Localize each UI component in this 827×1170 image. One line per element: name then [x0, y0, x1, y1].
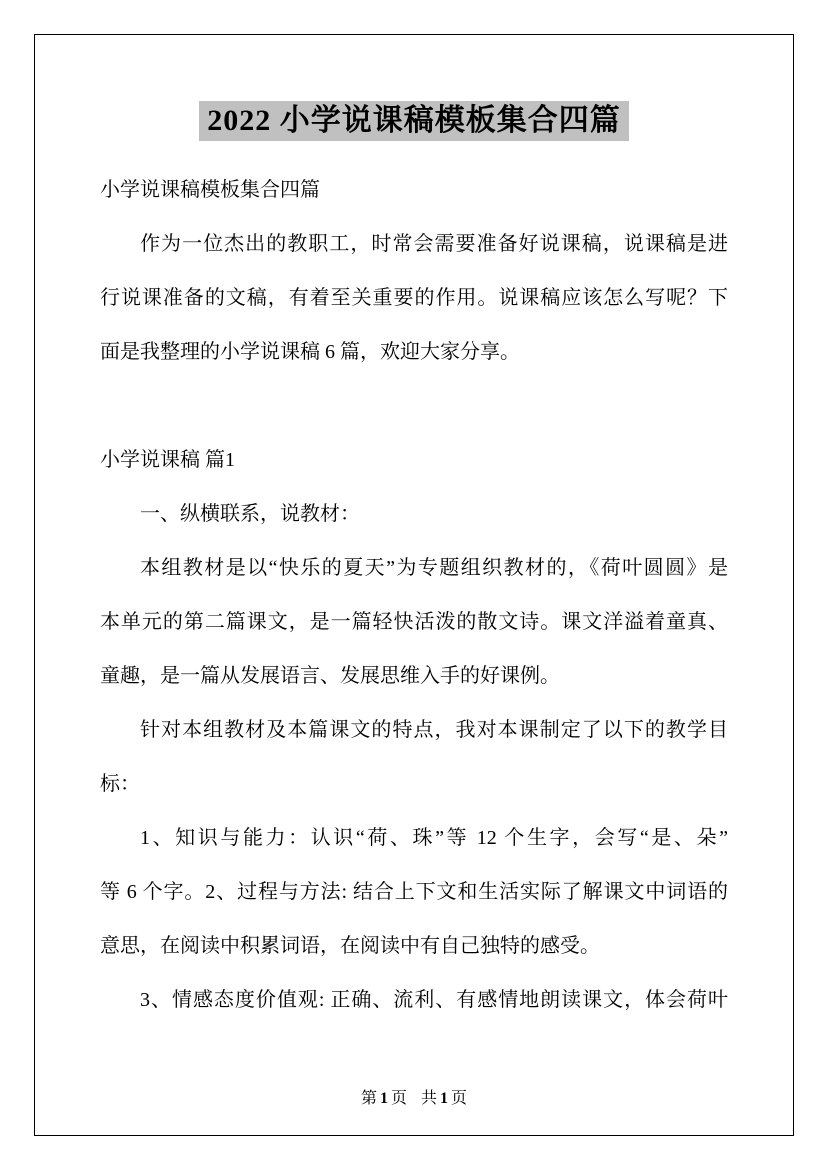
section-subheading: 一、纵横联系，说教材： [140, 503, 360, 525]
document-title: 2022 小学说课稿模板集合四篇 [199, 101, 629, 141]
doc-line: 3、情感态度价值观: 正确、流利、有感情地朗读课文，体会荷叶 [140, 989, 728, 1011]
doc-line: 等 6 个字。2、过程与方法: 结合上下文和生活实际了解课文中词语的 [100, 881, 728, 903]
document-body [100, 163, 728, 1027]
total-pages-label: 共 [421, 1090, 438, 1107]
doc-line: 本组教材是以“快乐的夏天”为专题组织教材的，《荷叶圆圆》是 [140, 557, 728, 579]
section-heading: 小学说课稿 篇1 [100, 449, 235, 471]
doc-line: 作为一位杰出的教职工，时常会需要准备好说课稿，说课稿是进 [140, 233, 728, 255]
doc-line: 行说课准备的文稿，有着至关重要的作用。说课稿应该怎么写呢？下 [100, 287, 728, 309]
page-number-unit: 页 [390, 1090, 407, 1107]
subtitle-line: 小学说课稿模板集合四篇 [100, 179, 320, 201]
blank-line [100, 379, 728, 433]
doc-line: 面是我整理的小学说课稿 6 篇，欢迎大家分享。 [100, 341, 520, 363]
page-number: 1 [379, 1090, 388, 1107]
doc-line: 标： [100, 773, 140, 795]
title-row [35, 101, 793, 141]
doc-line: 1、知识与能力：认识“荷、珠”等 12 个生字，会写“是、朵” [140, 827, 728, 849]
document-page [34, 34, 794, 1136]
page-footer [35, 1089, 793, 1109]
doc-line: 本单元的第二篇课文，是一篇轻快活泼的散文诗。课文洋溢着童真、 [100, 611, 728, 633]
doc-line: 童趣，是一篇从发展语言、发展思维入手的好课例。 [100, 665, 560, 687]
total-pages: 1 [440, 1090, 449, 1107]
doc-line: 针对本组教材及本篇课文的特点，我对本课制定了以下的教学目 [140, 719, 728, 741]
page-number-label: 第 [360, 1090, 377, 1107]
doc-line: 意思，在阅读中积累词语，在阅读中有自己独特的感受。 [100, 935, 600, 957]
total-pages-unit: 页 [451, 1090, 468, 1107]
